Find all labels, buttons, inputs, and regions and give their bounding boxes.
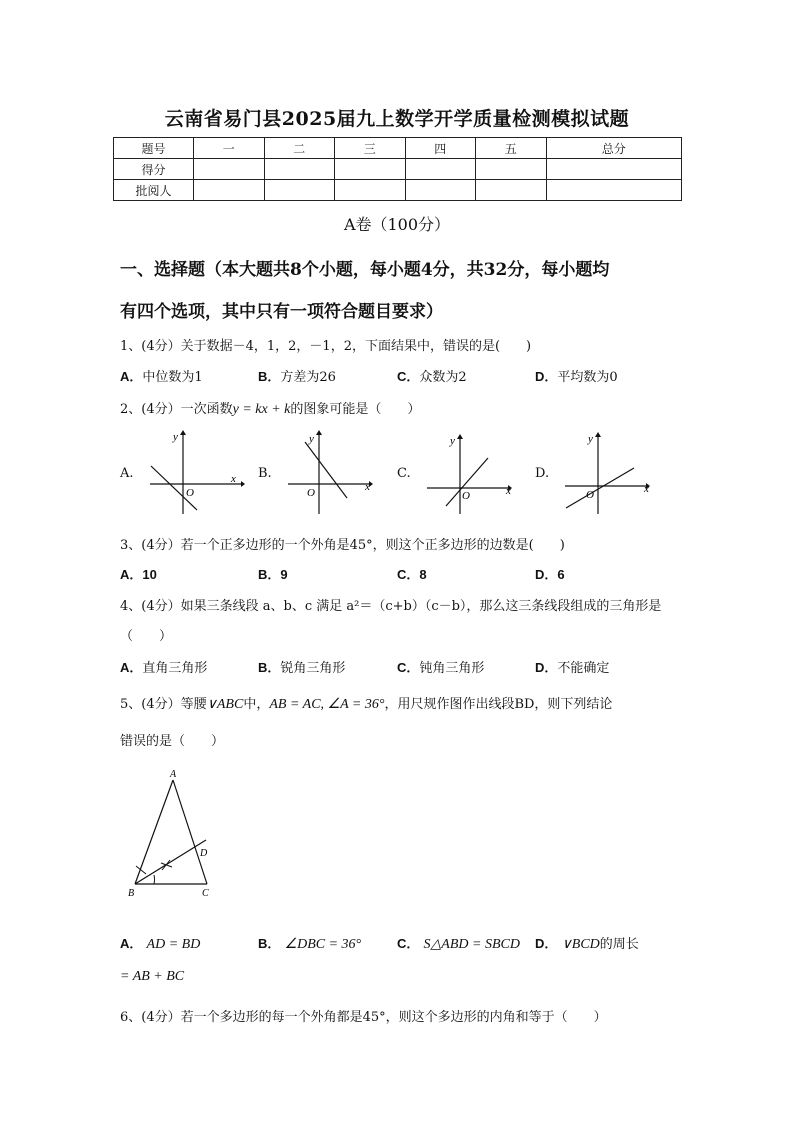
q5-option-b[interactable] — [258, 933, 361, 953]
part1-heading-line2: 有四个选项，其中只有一项符合题目要求） — [120, 302, 443, 322]
q5-triangle-figure — [124, 766, 224, 906]
q4-option-a[interactable] — [120, 657, 207, 676]
q2-option-b-label[interactable]: B. — [258, 466, 272, 481]
option-text: 9 — [280, 567, 288, 582]
q3-option-b[interactable] — [258, 564, 288, 583]
q2-graph-d — [560, 428, 660, 518]
q4-option-d[interactable] — [535, 657, 609, 676]
table-header-cell: 题号 — [114, 138, 194, 159]
q2-option-a-label[interactable]: A. — [120, 466, 134, 481]
option-label: D． — [535, 936, 558, 951]
q5-suffix: ，用尺规作图作出线段BD，则下列结论 — [384, 697, 613, 712]
table-header-cell: 一 — [194, 138, 265, 159]
q2-graph-b — [283, 428, 383, 518]
x-axis-label: x — [506, 485, 511, 497]
score-cell[interactable] — [264, 159, 335, 180]
q1-option-d[interactable] — [535, 366, 618, 385]
table-header-cell: 四 — [405, 138, 476, 159]
q5-option-d-continued — [120, 969, 184, 985]
option-formula: S△ABD = SBCD — [423, 937, 520, 952]
y-axis-arrow — [180, 430, 186, 435]
q2-graph-c — [422, 428, 522, 518]
x-axis-arrow — [241, 481, 245, 487]
grader-cell[interactable] — [194, 180, 265, 201]
x-axis-label: x — [231, 473, 236, 485]
table-row — [114, 180, 682, 201]
y-axis-label: y — [173, 431, 178, 443]
option-text: 10 — [142, 567, 157, 582]
q3-option-c[interactable] — [397, 564, 427, 583]
option-text: 8 — [419, 567, 427, 582]
option-label: A． — [120, 936, 143, 951]
row-label: 批阅人 — [114, 180, 194, 201]
table-header-cell: 总分 — [546, 138, 682, 159]
table-header-cell: 二 — [264, 138, 335, 159]
origin-label: O — [186, 487, 194, 499]
grader-cell[interactable] — [264, 180, 335, 201]
q6-stem: 6、(4分）若一个多边形的每一个外角都是45°，则这个多边形的内角和等于（ ） — [120, 1010, 607, 1025]
score-cell[interactable] — [546, 159, 682, 180]
side-ac — [173, 780, 207, 884]
score-cell[interactable] — [476, 159, 547, 180]
option-formula: ∠DBC = 36° — [284, 937, 362, 952]
q3-stem: 3、(4分）若一个正多边形的一个外角是45°，则这个正多边形的边数是( ) — [120, 538, 565, 553]
origin-label: O — [307, 487, 315, 499]
y-axis-label: y — [450, 435, 455, 447]
option-text: 的周长 — [599, 937, 639, 952]
side-ab — [135, 780, 173, 884]
q5-stem-line2: 错误的是（ ） — [120, 734, 225, 749]
option-text: 直角三角形 — [142, 661, 208, 676]
segment-bd — [135, 840, 206, 884]
q1-option-c[interactable] — [397, 366, 467, 385]
option-formula: AD = BD — [146, 937, 201, 952]
q3-option-a[interactable] — [120, 564, 157, 583]
option-text: 众数为2 — [419, 370, 467, 385]
q5-triangle: ∨ABC — [206, 697, 244, 712]
score-cell[interactable] — [194, 159, 265, 180]
q1-stem: 1、(4分）关于数据－4，1，2，－1，2，下面结果中，错误的是( ) — [120, 339, 532, 354]
score-table — [113, 137, 682, 201]
table-header-cell: 五 — [476, 138, 547, 159]
option-label: C． — [397, 660, 420, 675]
option-label: C． — [397, 567, 420, 582]
q5-mid: 中， — [243, 697, 270, 712]
table-header-cell: 三 — [335, 138, 406, 159]
option-label: C． — [397, 936, 420, 951]
q1-option-b[interactable] — [258, 366, 336, 385]
table-row — [114, 159, 682, 180]
y-axis-arrow — [457, 434, 463, 439]
q5-condition: AB = AC, ∠A = 36° — [269, 697, 385, 712]
point-d-label: D — [200, 848, 208, 859]
section-a-heading: A卷（100分） — [343, 215, 451, 234]
option-label: B． — [258, 936, 281, 951]
option-label: B． — [258, 567, 281, 582]
option-label: A． — [120, 567, 143, 582]
grader-cell[interactable] — [335, 180, 406, 201]
page-title: 云南省易门县2025届九上数学开学质量检测模拟试题 — [164, 108, 630, 130]
q4-option-b[interactable] — [258, 657, 345, 676]
y-axis-arrow — [595, 432, 601, 437]
graph-line — [566, 468, 634, 508]
grader-cell[interactable] — [476, 180, 547, 201]
vertex-c-label: C — [202, 888, 209, 899]
origin-label: O — [462, 490, 470, 502]
option-label: D． — [535, 660, 558, 675]
q5-stem — [120, 693, 612, 713]
table-row — [114, 138, 682, 159]
option-label: A． — [120, 369, 143, 384]
option-label: C． — [397, 369, 420, 384]
q2-option-c-label[interactable]: C. — [397, 466, 411, 481]
option-label: A． — [120, 660, 143, 675]
option-formula: = AB + BC — [120, 969, 185, 984]
q5-prefix: 5、(4分）等腰 — [120, 697, 207, 712]
score-cell[interactable] — [405, 159, 476, 180]
q2-prefix: 2、(4分）一次函数 — [120, 402, 233, 417]
q1-option-a[interactable] — [120, 366, 203, 385]
q3-option-d[interactable] — [535, 564, 565, 583]
option-text: 平均数为0 — [557, 370, 618, 385]
y-axis-label: y — [309, 433, 314, 445]
x-axis-label: x — [365, 481, 370, 493]
vertex-a-label: A — [170, 769, 177, 780]
arc-mark — [154, 875, 155, 884]
q4-stem-line2: （ ） — [120, 629, 173, 644]
option-formula: ∨BCD — [561, 937, 600, 952]
option-text: 中位数为1 — [142, 370, 203, 385]
q5-option-d[interactable] — [535, 933, 639, 953]
option-text: 钝角三角形 — [419, 661, 485, 676]
y-axis-arrow — [316, 430, 322, 435]
option-text: 锐角三角形 — [280, 661, 346, 676]
q2-formula: y = kx + k — [232, 402, 291, 417]
option-label: B． — [258, 660, 281, 675]
vertex-b-label: B — [128, 888, 135, 899]
grader-cell[interactable] — [405, 180, 476, 201]
q2-option-d-label[interactable]: D. — [535, 466, 550, 481]
grader-cell[interactable] — [546, 180, 682, 201]
origin-label: O — [586, 489, 594, 501]
q2-graph-a — [145, 428, 245, 518]
option-text: 6 — [557, 567, 565, 582]
option-label: D． — [535, 567, 558, 582]
option-label: D． — [535, 369, 558, 384]
option-label: B． — [258, 369, 281, 384]
q4-option-c[interactable] — [397, 657, 484, 676]
part1-heading-line1: 一、选择题（本大题共8个小题，每小题4分，共32分，每小题均 — [120, 260, 610, 280]
q5-option-c[interactable] — [397, 933, 520, 953]
option-text: 方差为26 — [280, 370, 336, 385]
option-text: 不能确定 — [557, 661, 610, 676]
x-axis-label: x — [644, 483, 649, 495]
q2-stem — [120, 398, 420, 418]
y-axis-label: y — [588, 433, 593, 445]
q5-option-a[interactable] — [120, 933, 200, 953]
q4-stem-line1: 4、(4分）如果三条线段 a、b、c 满足 a²＝（c+b）（c－b），那么这三条线段组成的三角形是 — [120, 599, 662, 614]
q2-suffix: 的图象可能是（ ） — [290, 402, 421, 417]
row-label: 得分 — [114, 159, 194, 180]
score-cell[interactable] — [335, 159, 406, 180]
